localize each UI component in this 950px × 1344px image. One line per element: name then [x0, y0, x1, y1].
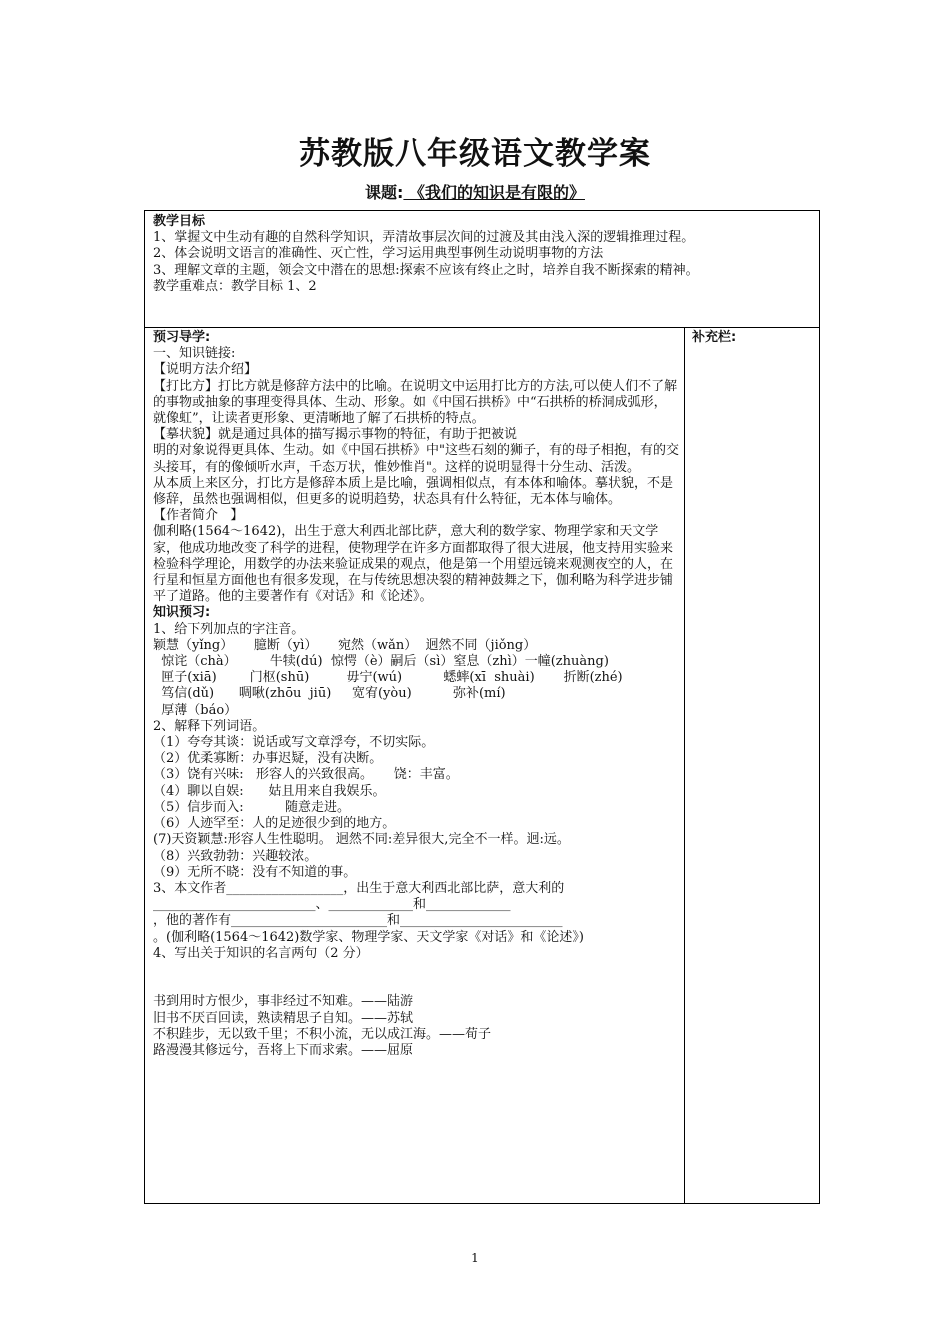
preview-line: 【作者简介 】 [153, 508, 244, 524]
knowledge-line: （3）饶有兴味: 形容人的兴致很高。 饶：丰富。 [153, 767, 459, 783]
goal-key-points: 教学重难点：教学目标 1、2 [153, 278, 317, 294]
knowledge-line: ，他的著作有________________________和_________________________ [153, 913, 563, 929]
knowledge-line: 颖慧（yǐng） 臆断（yì） 宛然（wǎn） 迥然不同（jiǒng） [153, 637, 537, 653]
preview-line: 明的对象说得更具体、生动。如《中国石拱桥》中"这些石刻的狮子，有的母子相抱，有的交头接耳，有的像倾听水声，千态万状，惟妙惟肖"。这样的说明显得十分生动、活泼。 [153, 443, 679, 475]
lesson-subtitle [0, 180, 950, 203]
goal-item: 2、体会说明文语言的准确性、灭亡性，学习运用典型事例生动说明事物的方法 [153, 246, 604, 262]
preview-line: 【摹状貌】就是通过具体的描写揭示事物的特征，有助于把被说 [153, 427, 518, 443]
teaching-goals-cell [145, 211, 819, 328]
quote-line: 书到用时方恨少，事非经过不知难。——陆游 [153, 994, 414, 1010]
knowledge-line: 笃信(dǔ) 啁啾(zhōu jiū) 宽宥(yòu) 弥补(mí) [153, 686, 506, 702]
knowledge-heading: 知识预习: [153, 605, 211, 621]
knowledge-line: （6）人迹罕至：人的足迹很少到的地方。 [153, 816, 396, 832]
knowledge-line: 4、写出关于知识的名言两句（2 分） [153, 945, 369, 961]
knowledge-line: （5）信步而入: 随意走进。 [153, 799, 350, 815]
preview-line: 一、知识链接: [153, 346, 236, 362]
preview-line: 伽利略(1564～1642)，出生于意大利西北部比萨，意大利的数学家、物理学家和天文学家，他成功地改变了科学的进程，使物理学在许多方面都取得了很大进展，他支持用实验来检验科学理论，用数学的办法来验证成果的观点，他是第一个用望远镜来观测夜空的人，在行星和恒星方面他也有很多发现，在与传统思想决裂的精神鼓舞之下，伽利略为科学进步铺平了道路。他的主要著作有《对话》和《论述》。 [153, 524, 674, 605]
knowledge-line: 匣子(xiā) 门枢(shū) 毋宁(wú) 蟋蟀(xī shuài) 折断(zhé) [153, 670, 623, 686]
knowledge-line [153, 962, 679, 978]
quote-line: 路漫漫其修远兮，吾将上下而求索。——屈原 [153, 1042, 414, 1058]
goal-item: 1、掌握文中生动有趣的自然科学知识，弄清故事层次间的过渡及其由浅入深的逻辑推理过程。 [153, 230, 695, 246]
goal-item: 3、理解文章的主题，领会文中潜在的思想:探索不应该有终止之时，培养自我不断探索的精神。 [153, 262, 699, 278]
supplement-column-label: 补充栏: [692, 330, 737, 345]
knowledge-line: 厚薄（báo） [153, 702, 238, 718]
goals-heading: 教学目标 [153, 214, 206, 229]
knowledge-line: （2）优柔寡断：办事迟疑，没有决断。 [153, 751, 383, 767]
knowledge-line: (7)天资颖慧:形容人生性聪明。 迥然不同:差异很大,完全不一样。迥:远。 [153, 832, 570, 848]
knowledge-line: 。(伽利略(1564～1642)数学家、物理学家、天文学家《对话》和《论述》) [153, 929, 584, 945]
quote-line: 不积跬步，无以致千里；不积小流，无以成江海。——荀子 [153, 1026, 492, 1042]
quote-line: 旧书不厌百回读，熟读精思子自知。——苏轼 [153, 1010, 414, 1026]
document-title: 苏教版八年级语文教学案 [299, 136, 651, 172]
knowledge-line: （8）兴致勃勃：兴趣较浓。 [153, 848, 318, 864]
lesson-table [144, 210, 820, 1204]
knowledge-line: 2、解释下列词语。 [153, 718, 266, 734]
knowledge-line: （1）夸夸其谈：说话或写文章浮夸，不切实际。 [153, 735, 435, 751]
preview-heading: 预习导学: [153, 330, 211, 345]
subtitle-text: 《我们的知识是有限的》 [403, 183, 585, 202]
knowledge-line [153, 978, 679, 994]
page-number: 1 [471, 1251, 479, 1265]
knowledge-line: 3、本文作者__________________，出生于意大利西北部比萨，意大利的_________________________、_____________和_____________ [153, 880, 565, 913]
column-divider [684, 328, 685, 1203]
knowledge-line: 惊诧（chà） 牛犊(dú) 惊愕（è）嗣后（sì）窒息（zhì）一幢(zhuàng) [153, 654, 609, 670]
preview-line: 【打比方】打比方就是修辞方法中的比喻。在说明文中运用打比方的方法,可以使人们不了解的事物或抽象的事理变得具体、生动、形象。如《中国石拱桥》中“石拱桥的桥洞成弧形，就像虹”，让读者更形象、更清晰地了解了石拱桥的特点。 [153, 378, 678, 427]
knowledge-line: （4）聊以自娱: 姑且用来自我娱乐。 [153, 783, 386, 799]
subtitle-prefix: 课题: [365, 183, 404, 202]
preview-guide-cell [153, 330, 679, 1059]
teaching-goals-content [153, 214, 813, 295]
knowledge-line: 1、给下列加点的字注音。 [153, 621, 305, 637]
preview-line: 【说明方法介绍】 [153, 362, 258, 378]
knowledge-line: （9）无所不晓：没有不知道的事。 [153, 864, 357, 880]
preview-line: 从本质上来区分，打比方是修辞本质上是比喻，强调相似点，有本体和喻体。摹状貌，不是修辞，虽然也强调相似，但更多的说明趋势，状态具有什么特征，无本体与喻体。 [153, 475, 674, 508]
